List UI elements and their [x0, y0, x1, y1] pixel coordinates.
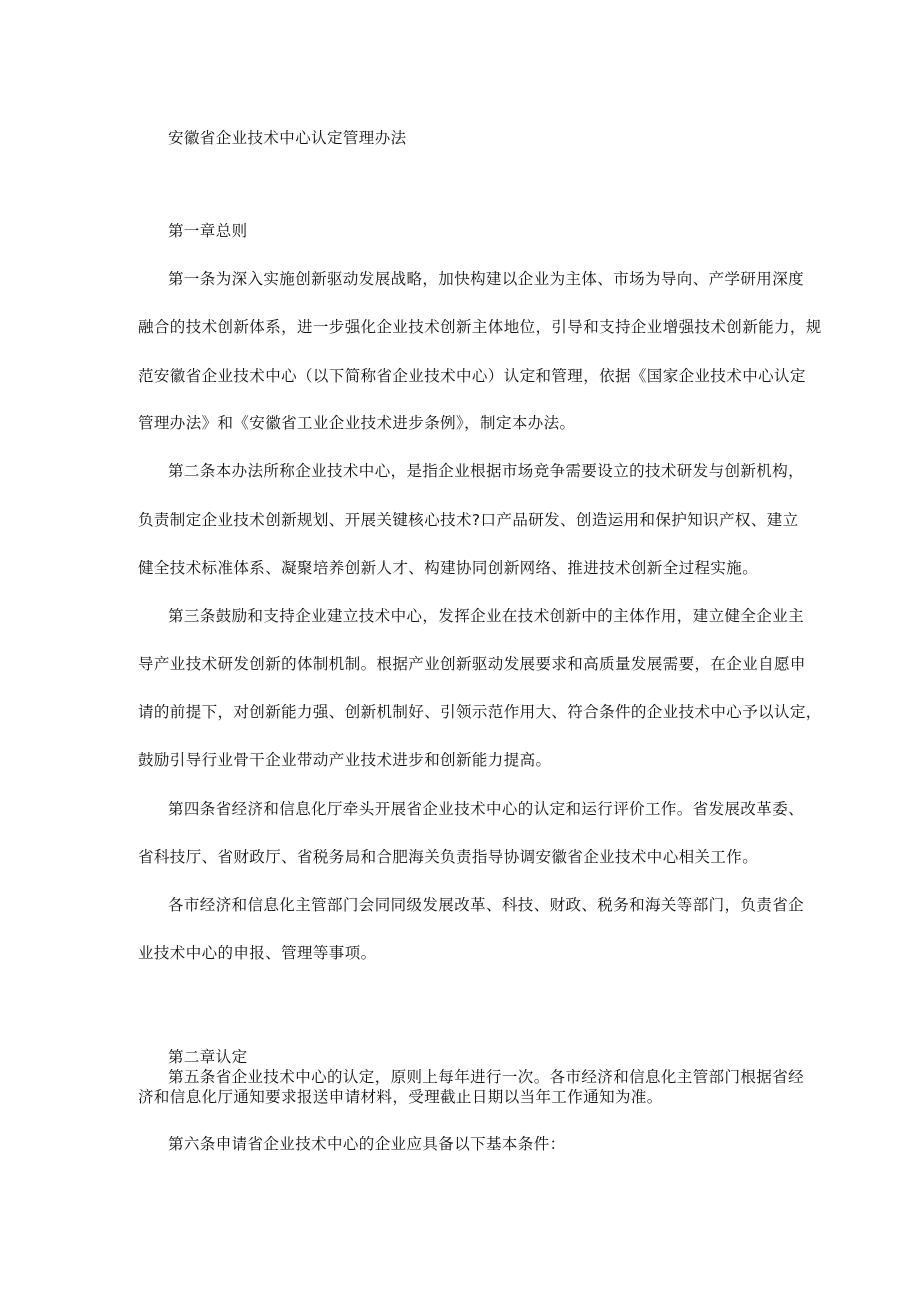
article-3-line-4: 鼓励引导行业骨干企业带动产业技术进步和创新能力提高。 — [138, 751, 552, 769]
article-4b-line-1: 各市经济和信息化主管部门会同同级发展改革、科技、财政、税务和海关等部门，负责省企 — [168, 896, 805, 914]
article-2-line-1: 第二条本办法所称企业技术中心，是指企业根据市场竞争需要设立的技术研发与创新机构， — [168, 462, 805, 480]
article-3-line-2: 导产业技术研发创新的体制机制。根据产业创新驱动发展要求和高质量发展需要，在企业自愿申 — [138, 655, 806, 673]
article-6-line-1: 第六条申请省企业技术中心的企业应具备以下基本条件： — [168, 1135, 566, 1153]
article-1-line-3: 范安徽省企业技术中心（以下简称省企业技术中心）认定和管理，依据《国家企业技术中心认定 — [138, 367, 806, 385]
article-3-line-1: 第三条鼓励和支持企业建立技术中心，发挥企业在技术创新中的主体作用，建立健全企业主 — [168, 607, 805, 625]
article-1-line-1: 第一条为深入实施创新驱动发展战略，加快构建以企业为主体、市场为导向、产学研用深度 — [168, 270, 805, 288]
article-5-line-1: 第五条省企业技术中心的认定，原则上每年进行一次。各市经济和信息化主管部门根据省经 — [168, 1068, 805, 1086]
article-2-line-3: 健全技术标准体系、凝聚培养创新人才、构建协同创新网络、推进技术创新全过程实施。 — [138, 559, 759, 577]
article-4-line-2: 省科技厅、省财政厅、省税务局和合肥海关负责指导协调安徽省企业技术中心相关工作。 — [138, 848, 759, 866]
article-3-line-3: 请的前提下，对创新能力强、创新机制好、引领示范作用大、符合条件的企业技术中心予以认定， — [138, 703, 822, 721]
document-title: 安徽省企业技术中心认定管理办法 — [168, 129, 407, 147]
chapter-1-heading: 第一章总则 — [168, 222, 248, 240]
article-2-line-2: 负责制定企业技术创新规划、开展关键核心技术?口产品研发、创造运用和保护知识产权、建立 — [138, 511, 799, 529]
article-1-line-4: 管理办法》和《安徽省工业企业技术进步条例》，制定本办法。 — [138, 414, 576, 432]
chapter-2-heading: 第二章认定 — [168, 1048, 248, 1066]
article-1-line-2: 融合的技术创新体系，进一步强化企业技术创新主体地位，引导和支持企业增强技术创新能力，规 — [138, 318, 822, 336]
article-5-line-2: 济和信息化厅通知要求报送申请材料，受理截止日期以当年工作通知为准。 — [138, 1088, 663, 1106]
article-4-line-1: 第四条省经济和信息化厅牵头开展省企业技术中心的认定和运行评价工作。省发展改革委、 — [168, 800, 805, 818]
article-4b-line-2: 业技术中心的申报、管理等事项。 — [138, 944, 377, 962]
